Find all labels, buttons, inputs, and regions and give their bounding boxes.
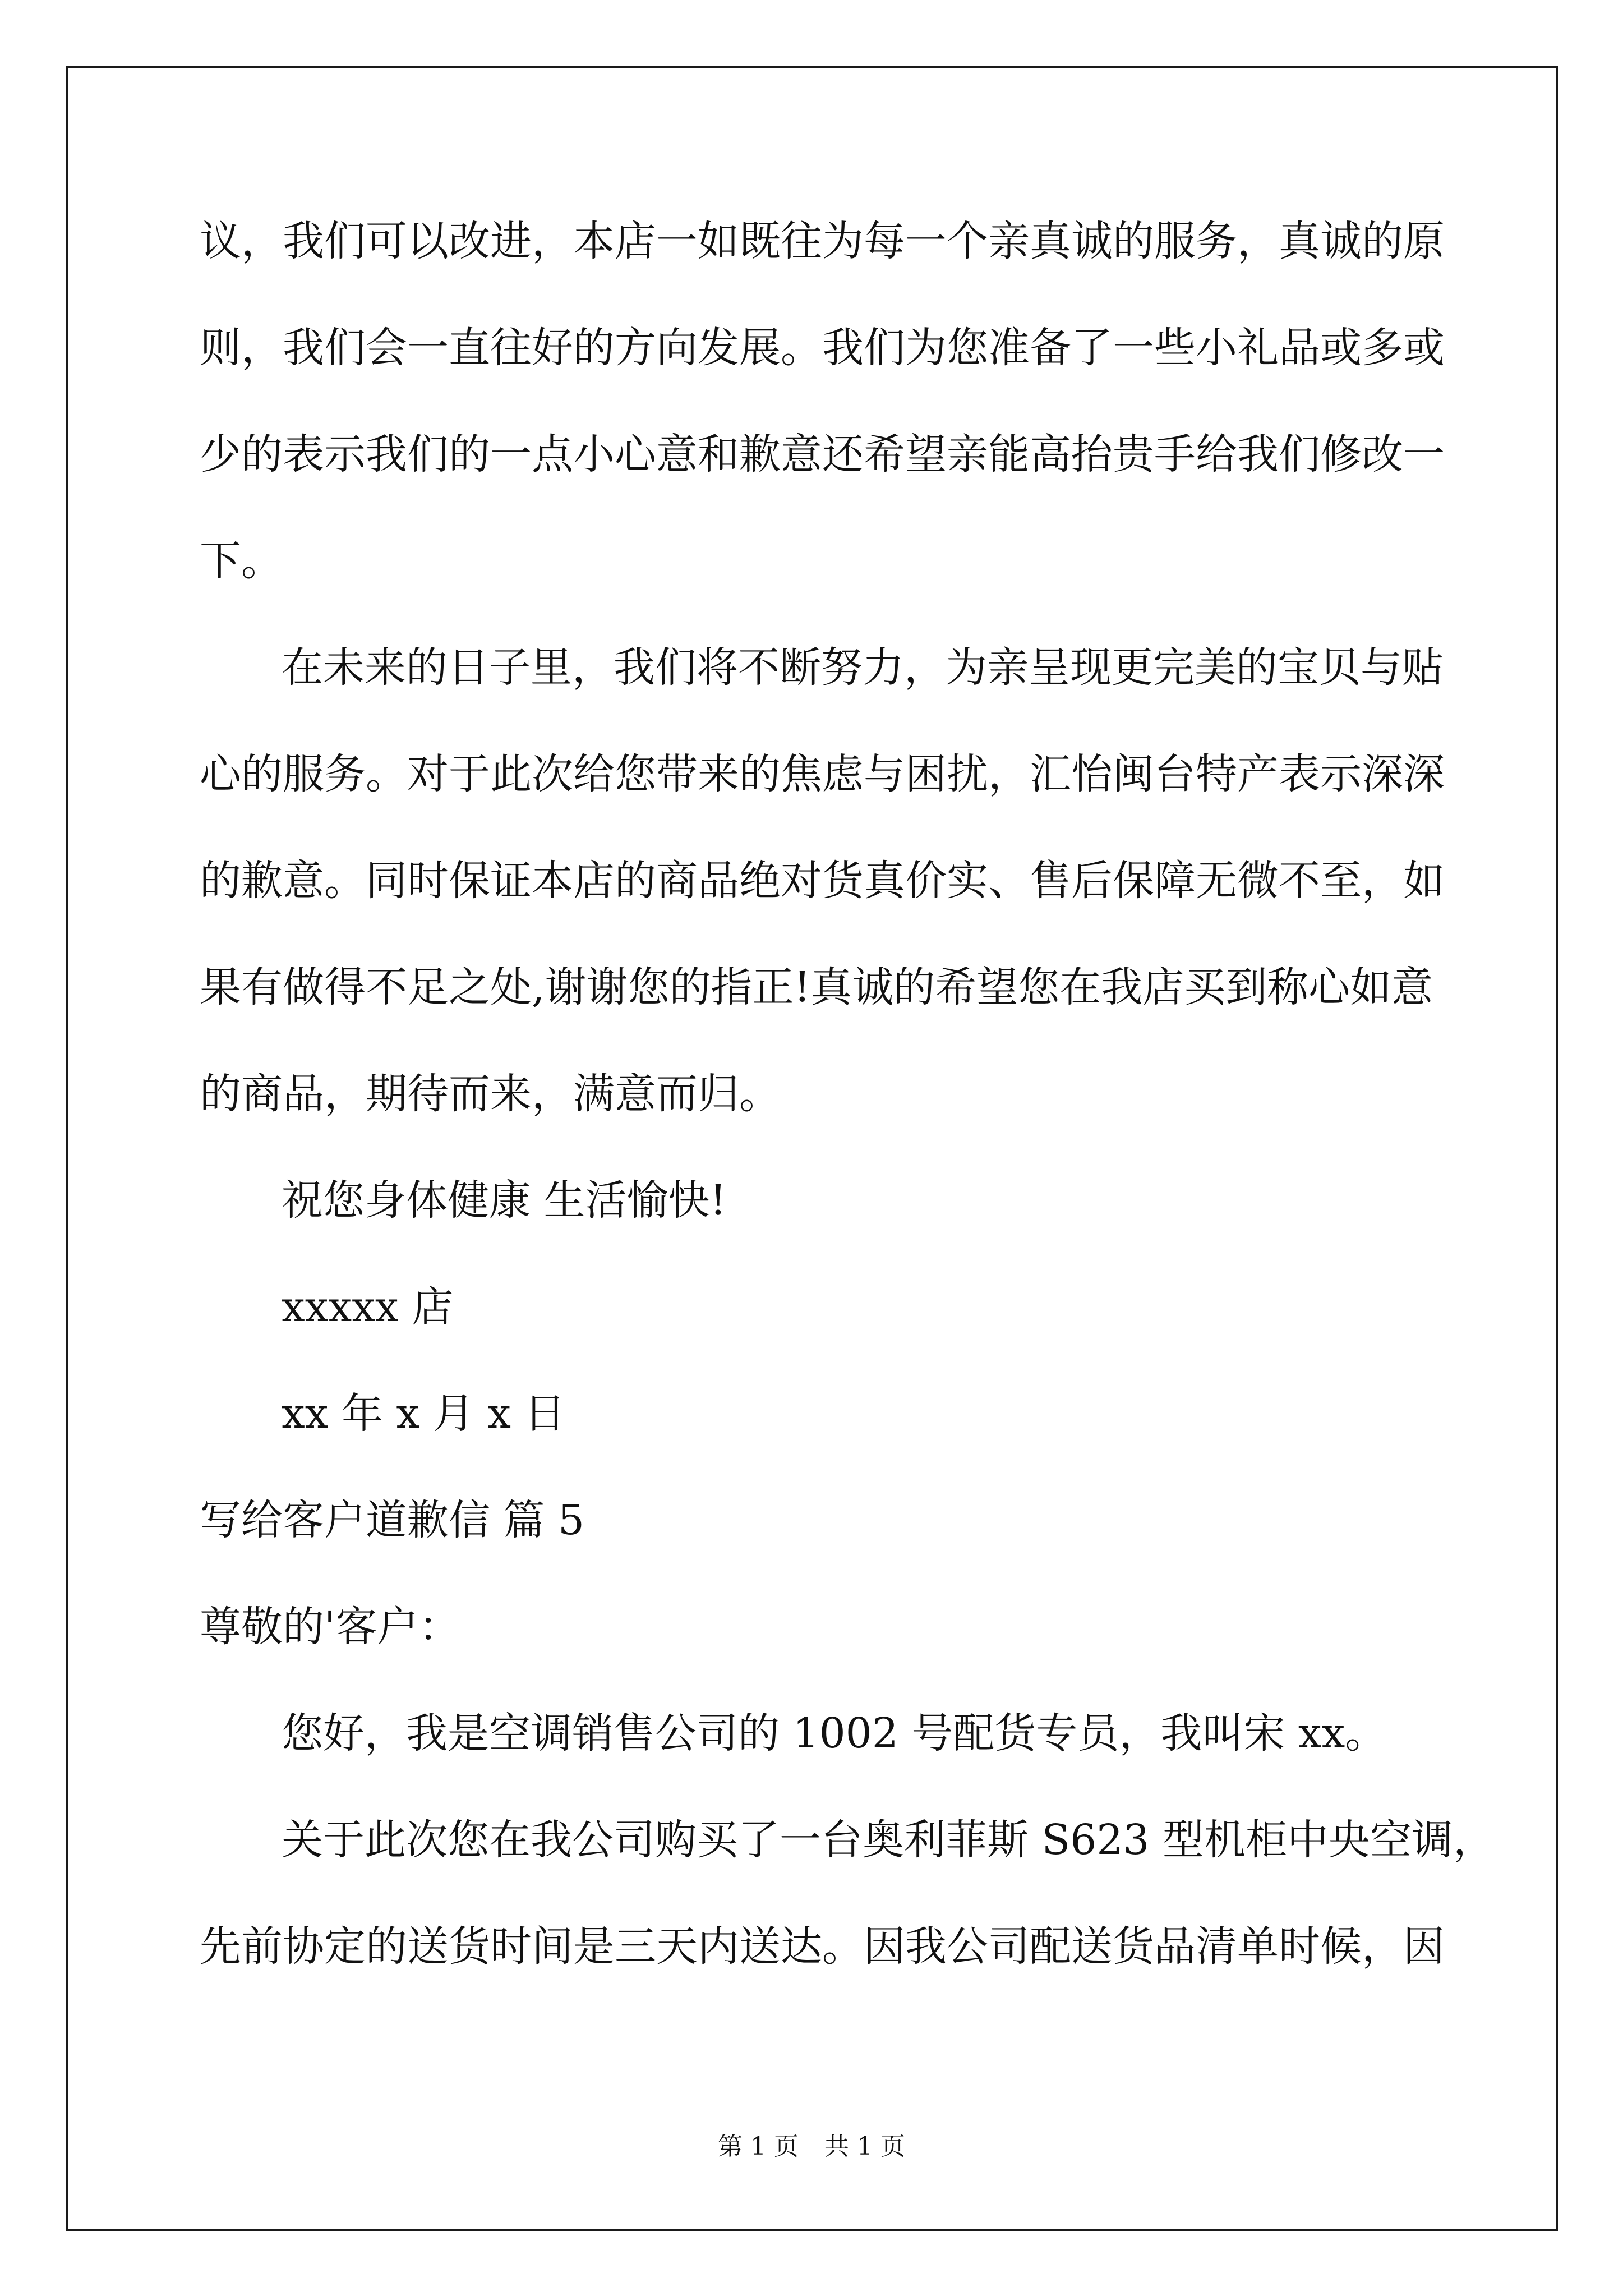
paragraph-line: 关于此次您在我公司购买了一台奥利菲斯 S623 型机柜中央空调， [282, 1816, 1495, 1864]
signature-date: xx 年 x 月 x 日 [282, 1389, 566, 1438]
page-footer [0, 2126, 1623, 2162]
paragraph-line: 心的服务。对于此次给您带来的焦虑与困扰，汇怡闽台特产表示深深 [200, 750, 1445, 798]
paragraph-line: 果有做得不足之处,谢谢您的指正!真诚的希望您在我店买到称心如意 [200, 963, 1433, 1011]
paragraph-line: 议，我们可以改进，本店一如既往为每一个亲真诚的服务，真诚的原 [200, 217, 1445, 265]
paragraph-line: 在未来的日子里，我们将不断努力，为亲呈现更完美的宝贝与贴 [282, 643, 1444, 692]
section-heading: 写给客户道歉信 篇 5 [200, 1496, 585, 1544]
salutation: 尊敬的'客户： [200, 1603, 460, 1651]
paragraph-line: 您好，我是空调销售公司的 1002 号配货专员，我叫宋 xx。 [282, 1709, 1387, 1757]
paragraph-line: 的歉意。同时保证本店的商品绝对货真价实、售后保障无微不至，如 [200, 857, 1445, 905]
page-total: 共 1 页 [824, 2132, 905, 2161]
page-number: 第 1 页 [718, 2132, 799, 2161]
paragraph-line: 的商品，期待而来，满意而归。 [200, 1070, 781, 1118]
paragraph-line: 少的表示我们的一点小心意和歉意还希望亲能高抬贵手给我们修改一 [200, 430, 1445, 478]
signature-shop: xxxxx 店 [282, 1283, 454, 1331]
paragraph-line: 则，我们会一直往好的方向发展。我们为您准备了一些小礼品或多或 [200, 324, 1445, 372]
closing-wish: 祝您身体健康 生活愉快! [282, 1176, 727, 1225]
paragraph-line: 先前协定的送货时间是三天内送达。因我公司配送货品清单时候，因 [200, 1922, 1445, 1971]
page-border [66, 66, 1558, 2231]
paragraph-line: 下。 [200, 537, 283, 585]
